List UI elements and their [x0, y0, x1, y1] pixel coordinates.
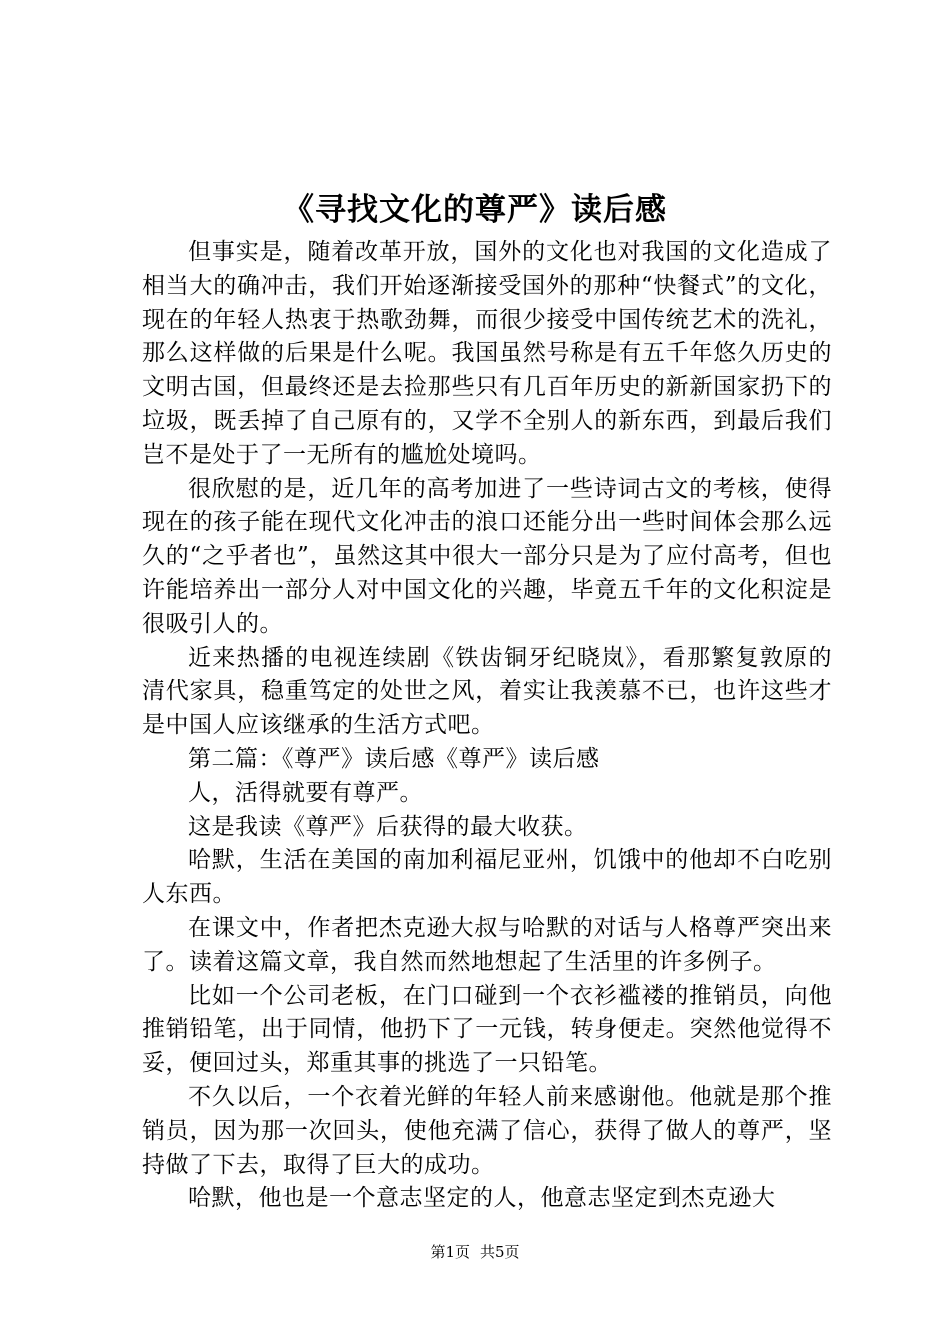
paragraph: 但事实是，随着改革开放，国外的文化也对我国的文化造成了相当大的确冲击，我们开始逐渐接受国外的那种“快餐式”的文化，现在的年轻人热衷于热歌劲舞，而很少接受中国传统艺术的洗礼，那么这样做的后果是什么呢。我国虽然号称是有五千年悠久历史的文明古国，但最终还是去捡那些只有几百年历史的新新国家扔下的垃圾，既丢掉了自己原有的，又学不全别人的新东西，到最后我们岂不是处于了一无所有的尴尬处境吗。 — [142, 239, 832, 468]
paragraph: 近来热播的电视连续剧《铁齿铜牙纪晓岚》，看那繁复敦原的清代家具，稳重笃定的处世之风，着实让我羡慕不已，也许这些才是中国人应该继承的生活方式吧。 — [142, 644, 832, 739]
paragraph: 这是我读《尊严》后获得的最大收获。 — [188, 813, 588, 840]
page-number: 第1页 — [430, 1243, 470, 1261]
page-footer — [0, 1240, 950, 1264]
document-title: 《寻找文化的尊严》读后感 — [283, 192, 667, 228]
document-body — [142, 236, 832, 1216]
page-total: 共5页 — [480, 1243, 520, 1261]
paragraph: 不久以后，一个衣着光鲜的年轻人前来感谢他。他就是那个推销员，因为那一次回头，使他充满了信心，获得了做人的尊严，坚持做了下去，取得了巨大的成功。 — [142, 1083, 832, 1178]
paragraph: 人，活得就要有尊严。 — [188, 779, 423, 806]
paragraph: 在课文中，作者把杰克逊大叔与哈默的对话与人格尊严突出来了。读着这篇文章，我自然而然地想起了生活里的许多例子。 — [142, 914, 832, 975]
paragraph: 很欣慰的是，近几年的高考加进了一些诗词古文的考核，使得现在的孩子能在现代文化冲击的浪口还能分出一些时间体会那么远久的“之乎者也”，虽然这其中很大一部分只是为了应付高考，但也许能培养出一部分人对中国文化的兴趣，毕竟五千年的文化积淀是很吸引人的。 — [142, 475, 832, 637]
section-heading: 第二篇：《尊严》读后感《尊严》读后感 — [188, 745, 600, 772]
paragraph: 哈默，他也是一个意志坚定的人，他意志坚定到杰克逊大 — [188, 1185, 776, 1212]
paragraph: 哈默，生活在美国的南加利福尼亚州，饥饿中的他却不白吃别人东西。 — [142, 847, 832, 908]
paragraph: 比如一个公司老板，在门口碰到一个衣衫褴褛的推销员，向他推销铅笔，出于同情，他扔下了一元钱，转身便走。突然他觉得不妥，便回过头，郑重其事的挑选了一只铅笔。 — [142, 982, 832, 1077]
